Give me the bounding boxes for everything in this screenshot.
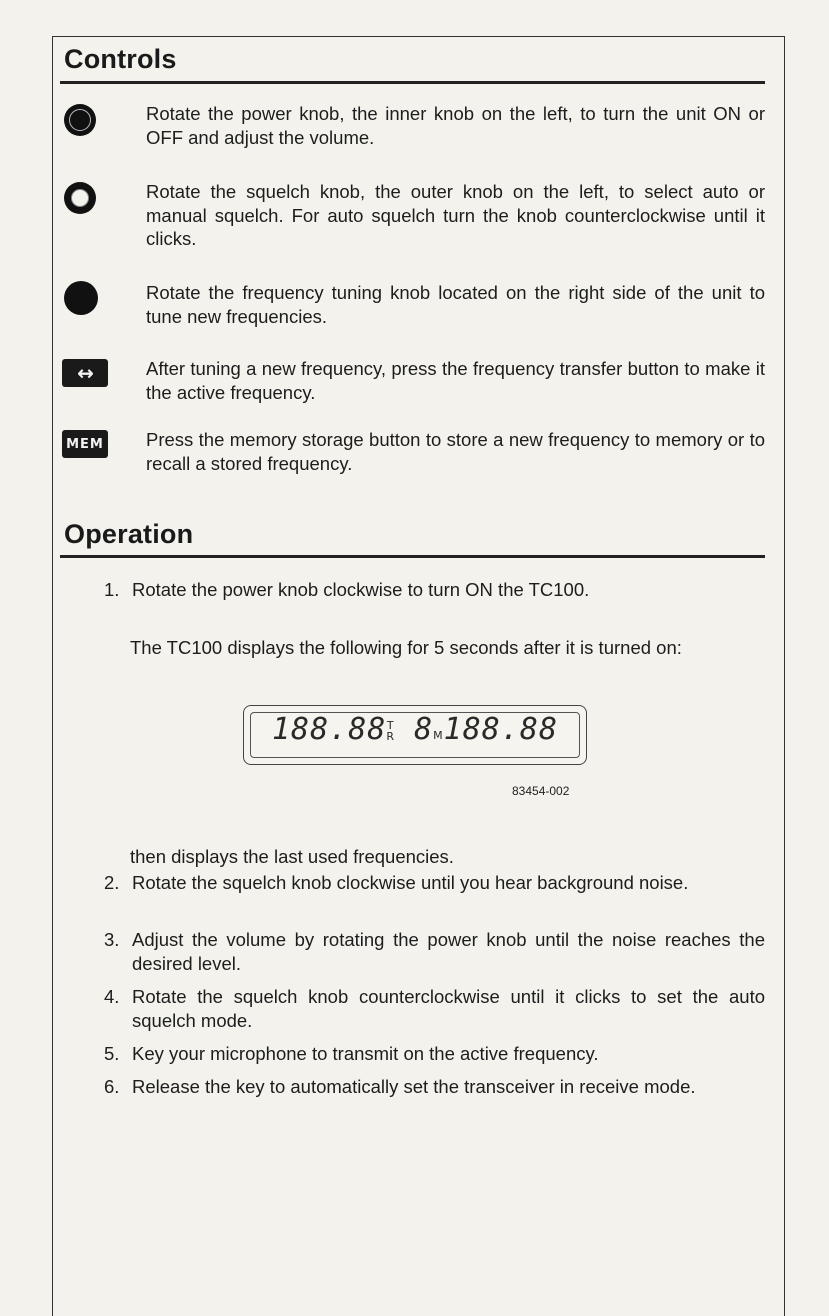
step-text: Release the key to automatically set the transceiver in receive mode. <box>132 1076 696 1097</box>
operation-heading: Operation <box>64 519 194 549</box>
memory-button-icon <box>62 428 102 462</box>
memory-button-label: MEM <box>66 436 104 452</box>
lcd-readout <box>244 712 586 747</box>
control-text: After tuning a new frequency, press the frequency transfer button to make it the active frequency. <box>146 358 765 403</box>
control-row-power <box>62 102 765 152</box>
controls-rule <box>60 81 765 84</box>
frequency-transfer-button-icon: ↔ <box>62 357 102 391</box>
step-number: 3. <box>104 929 120 950</box>
step-text: Rotate the power knob clockwise to turn ON the TC100. <box>132 579 590 600</box>
step-text: Rotate the squelch knob counterclockwise until it clicks to set the auto squelch mode. <box>132 986 765 1031</box>
squelch-knob-icon <box>62 180 102 214</box>
lcd-tr-indicator: T R <box>386 718 396 743</box>
after-display-text: then displays the last used frequencies. <box>130 846 454 867</box>
step-text: Adjust the volume by rotating the power knob until the noise reaches the desired level. <box>132 929 765 974</box>
operation-step <box>104 1075 765 1123</box>
control-text: Rotate the power knob, the inner knob on the left, to turn the unit ON or OFF and adjust the volume. <box>146 103 765 148</box>
operation-step <box>104 985 765 1033</box>
frequency-tuning-knob-icon <box>62 281 102 315</box>
display-intro-text: The TC100 displays the following for 5 seconds after it is turned on: <box>130 637 682 658</box>
figure-number: 83454-002 <box>512 784 570 798</box>
step-number: 6. <box>104 1076 120 1097</box>
operation-step <box>104 928 765 976</box>
control-text: Press the memory storage button to store a new frequency to memory or to recall a stored frequency. <box>146 429 765 474</box>
operation-step <box>104 1042 765 1066</box>
control-text: Rotate the squelch knob, the outer knob on the left, to select auto or manual squelch. For auto squelch turn the knob counterclockwise until it clicks. <box>146 181 765 249</box>
step-number: 5. <box>104 1043 120 1064</box>
step-number: 2. <box>104 872 120 893</box>
control-row-frequency-tuning <box>62 281 765 331</box>
power-knob-icon <box>62 102 102 136</box>
control-row-squelch <box>62 180 765 255</box>
control-row-memory <box>62 428 765 478</box>
lcd-channel: 8 <box>414 712 434 747</box>
step-number: 1. <box>104 579 120 600</box>
step-number: 4. <box>104 986 120 1007</box>
lcd-display <box>243 705 587 765</box>
operation-step <box>104 871 765 919</box>
lcd-left-frequency: 188.88 <box>271 712 387 747</box>
control-row-frequency-transfer <box>62 357 765 407</box>
lcd-right-frequency: 188.88 <box>443 712 559 747</box>
step-text: Rotate the squelch knob clockwise until you hear background noise. <box>132 872 689 893</box>
control-text: Rotate the frequency tuning knob located on the right side of the unit to tune new frequencies. <box>146 282 765 327</box>
step-text: Key your microphone to transmit on the active frequency. <box>132 1043 599 1064</box>
controls-heading: Controls <box>64 44 177 74</box>
lcd-memory-indicator: M <box>433 729 444 742</box>
operation-rule <box>60 555 765 558</box>
